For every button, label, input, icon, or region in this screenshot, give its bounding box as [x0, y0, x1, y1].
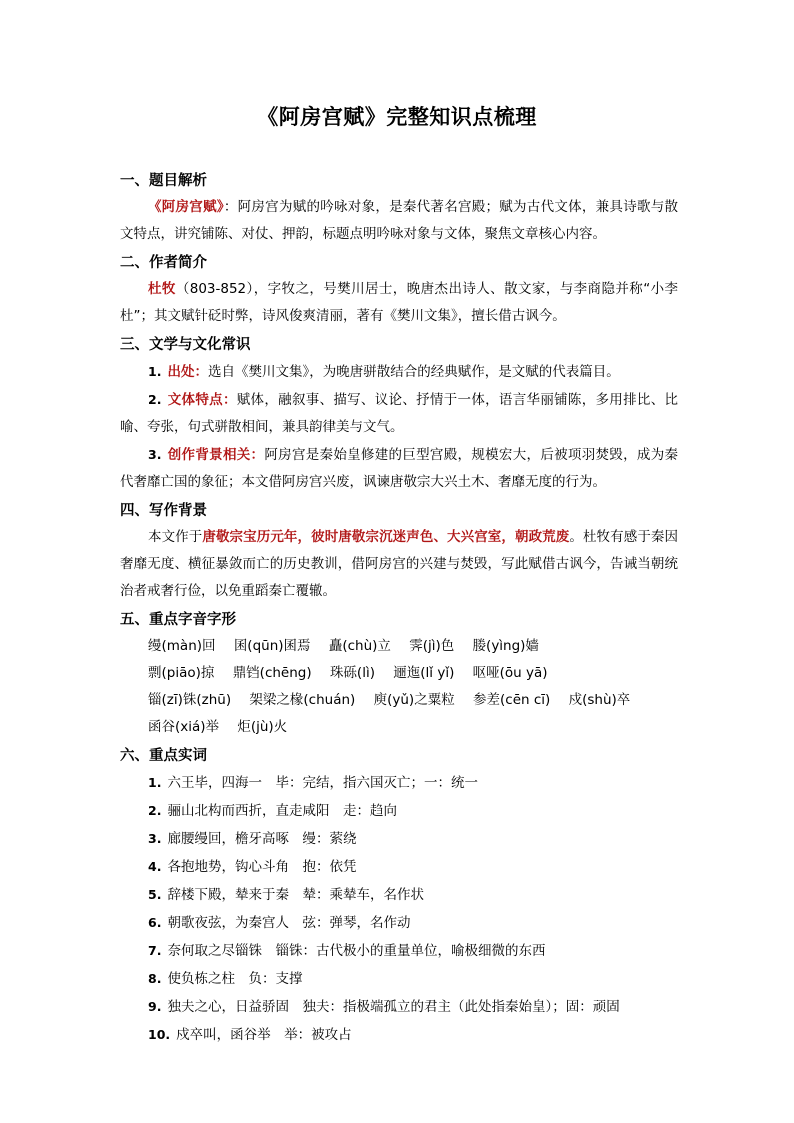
section-2-paragraph [120, 276, 678, 330]
list-item [120, 797, 678, 825]
list-item [120, 358, 678, 386]
list-item [120, 937, 678, 965]
item-text: 六王毕，四海一 毕：完结，指六国灭亡；一：统一 [167, 775, 478, 791]
item-text: 赋体，融叙事、描写、议论、抒情于一体，语言华丽铺陈，多用排比、比喻、夸张，句式骈散相间，兼具韵律美与文气。 [120, 392, 679, 435]
pronunciation-word: 庾(yǔ)之粟粒 [373, 692, 455, 708]
pronunciation-word: 锱(zī)铢(zhū) [148, 692, 232, 708]
list-item [120, 881, 678, 909]
item-text: 戍卒叫，函谷举 举：被攻占 [176, 1027, 352, 1043]
item-text: 使负栋之柱 负：支撑 [167, 971, 303, 987]
item-number: 8. [148, 971, 162, 986]
pronunciation-word: 戍(shù)卒 [568, 692, 631, 708]
pronunciation-word: 函谷(xiá)举 [148, 719, 220, 735]
pronunciation-word: 珠砾(lì) [329, 665, 375, 681]
item-number: 1. [148, 775, 162, 790]
item-text: 廊腰缦回，檐牙高啄 缦：萦绕 [167, 831, 357, 847]
item-number: 2. [148, 803, 162, 818]
section-4-text: 。杜牧有感于秦因奢靡无度、横征暴敛而亡的历史教训，借阿房宫的兴建与焚毁，写此赋借古讽今，告诫当朝统治者戒奢行俭，以免重蹈秦亡覆辙。 [120, 529, 679, 599]
pronunciation-word: 参差(cēn cī) [473, 692, 551, 708]
item-number: 7. [148, 943, 162, 958]
list-item [120, 853, 678, 881]
section-4-paragraph [120, 524, 678, 605]
item-number: 9. [148, 999, 162, 1014]
list-item [120, 386, 678, 441]
item-number: 3. [148, 447, 162, 462]
list-item [120, 965, 678, 993]
section-heading-6: 六、重点实词 [120, 748, 207, 764]
pronunciation-word: 鼎铛(chēng) [232, 665, 312, 681]
section-1-paragraph [120, 194, 678, 248]
section-2-term: 杜牧 [148, 281, 176, 297]
item-text: 奈何取之尽锱铢 锱铢：古代极小的重量单位，喻极细微的东西 [167, 943, 546, 959]
item-number: 2. [148, 392, 162, 407]
pronunciation-row [120, 633, 678, 660]
item-number: 5. [148, 887, 162, 902]
document-title: 《阿房宫赋》完整知识点梳理 [257, 105, 537, 129]
section-heading-2: 二、作者简介 [120, 255, 207, 271]
list-item [120, 993, 678, 1021]
item-number: 4. [148, 859, 162, 874]
pronunciation-word: 呕哑(ōu yā) [472, 665, 548, 681]
section-heading-3: 三、文学与文化常识 [120, 337, 251, 353]
item-text: 各抱地势，钩心斗角 抱：依凭 [167, 859, 357, 875]
item-number: 3. [148, 831, 162, 846]
section-heading-4: 四、写作背景 [120, 503, 207, 519]
item-text: 独夫之心，日益骄固 独夫：指极端孤立的君主（此处指秦始皇）；固：顽固 [167, 999, 620, 1015]
item-text: 辞楼下殿，辇来于秦 辇：乘辇车，名作状 [167, 887, 424, 903]
item-text: 选自《樊川文集》，为晚唐骈散结合的经典赋作，是文赋的代表篇目。 [207, 364, 620, 380]
section-4-term: 唐敬宗宝历元年，彼时唐敬宗沉迷声色、大兴宫室，朝政荒废 [202, 529, 570, 545]
pronunciation-word: 逦迤(lǐ yǐ) [393, 665, 455, 681]
section-2-text: （803-852），字牧之，号樊川居士，晚唐杰出诗人、散文家，与李商隐并称“小李杜”；其文赋针砭时弊，诗风俊爽清丽，著有《樊川文集》，擅长借古讽今。 [120, 281, 679, 324]
list-item [120, 769, 678, 797]
item-text: 朝歌夜弦，为秦宫人 弦：弹琴，名作动 [167, 915, 411, 931]
pronunciation-word: 架梁之椽(chuán) [249, 692, 356, 708]
item-number: 1. [148, 364, 162, 379]
list-item [120, 909, 678, 937]
item-term: 文体特点： [167, 392, 237, 408]
section-heading-1: 一、题目解析 [120, 173, 207, 189]
pronunciation-word: 霁(jì)色 [409, 638, 455, 654]
item-term: 出处： [167, 364, 208, 380]
list-item [120, 1021, 678, 1049]
pronunciation-word: 媵(yìng)嫱 [472, 638, 539, 654]
pronunciation-row [120, 714, 678, 741]
item-text: 阿房宫是秦始皇修建的巨型宫殿，规模宏大，后被项羽焚毁，成为秦代奢靡亡国的象征；本文借阿房宫兴废，讽谏唐敬宗大兴土木、奢靡无度的行为。 [120, 447, 679, 490]
pronunciation-word: 矗(chù)立 [328, 638, 391, 654]
item-term: 创作背景相关： [167, 447, 265, 463]
section-heading-5: 五、重点字音字形 [120, 612, 236, 628]
item-number: 10. [148, 1027, 171, 1042]
section-4-pre: 本文作于 [148, 529, 203, 545]
pronunciation-word: 缦(màn)回 [148, 638, 216, 654]
item-text: 骊山北构而西折，直走咸阳 走：趋向 [167, 803, 397, 819]
pronunciation-row [120, 687, 678, 714]
list-item [120, 825, 678, 853]
section-1-text: ：阿房宫为赋的吟咏对象，是秦代著名宫殿；赋为古代文体，兼具诗歌与散文特点，讲究铺陈、对仗、押韵，标题点明吟咏对象与文体，聚焦文章核心内容。 [120, 199, 679, 242]
item-number: 6. [148, 915, 162, 930]
document-body [120, 166, 678, 1049]
pronunciation-row [120, 660, 678, 687]
section-1-term: 《阿房宫赋》 [148, 199, 224, 215]
pronunciation-word: 囷(qūn)囷焉 [233, 638, 311, 654]
pronunciation-word: 炬(jù)火 [237, 719, 288, 735]
list-item [120, 441, 678, 496]
pronunciation-word: 剽(piāo)掠 [148, 665, 215, 681]
